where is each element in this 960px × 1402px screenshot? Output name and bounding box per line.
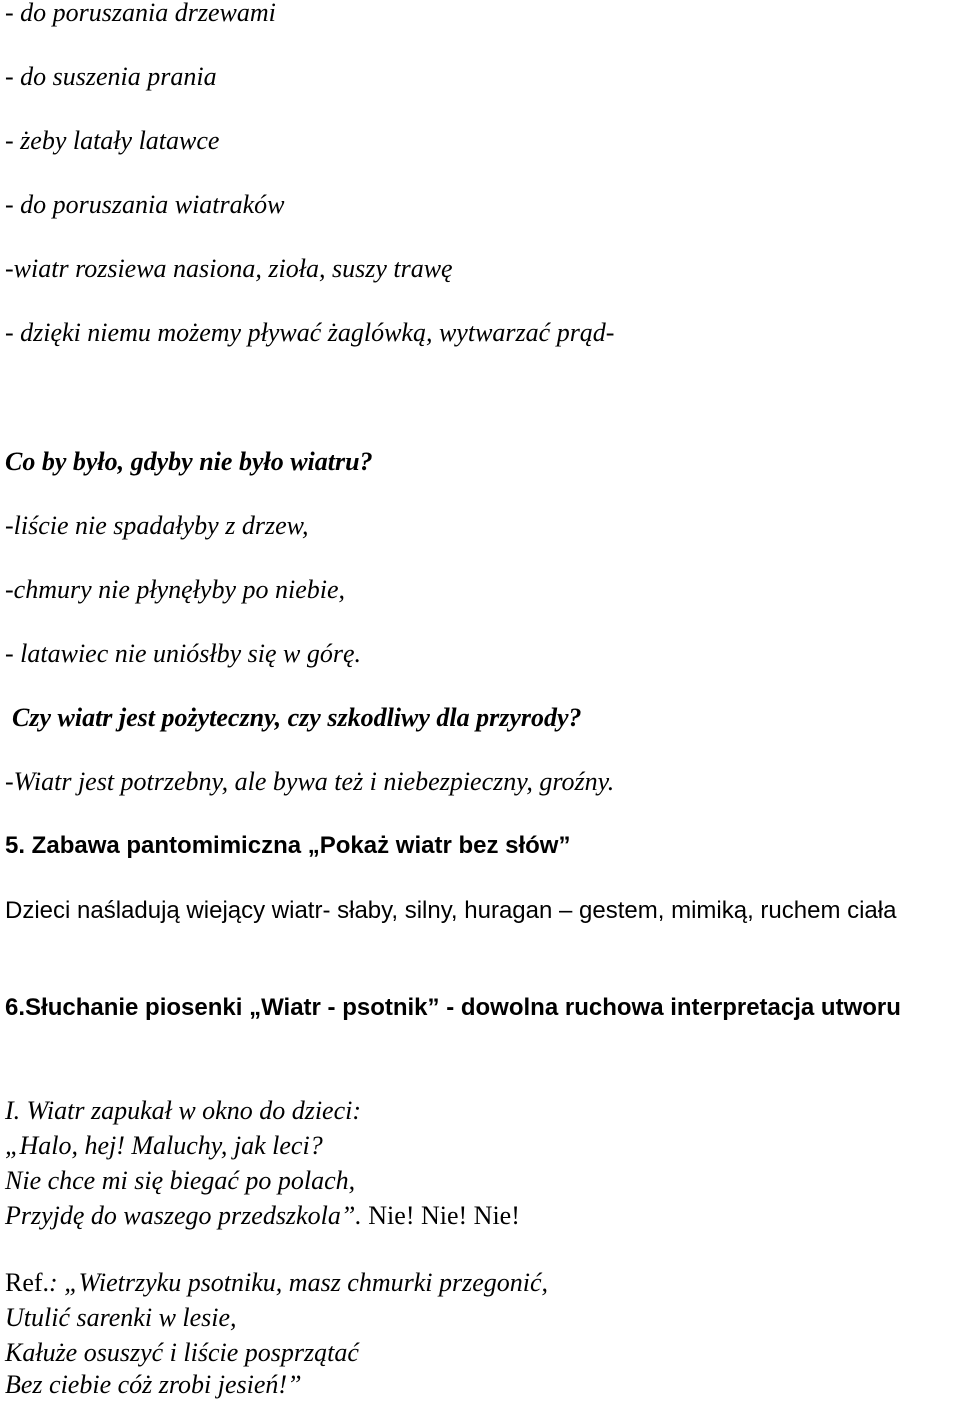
answer-clouds: -chmury nie płynęłyby po niebie, — [5, 575, 346, 604]
verse1-line3: Nie chce mi się biegać po polach, — [5, 1166, 356, 1195]
section5-heading: 5. Zabawa pantomimiczna „Pokaż wiatr bez słów” — [5, 832, 571, 859]
refrain-label: Ref. — [5, 1268, 50, 1297]
refrain-line3: Kałuże osuszyć i liście posprzątać — [5, 1338, 359, 1367]
section6-heading: 6.Słuchanie piosenki „Wiatr - psotnik” - dowolna ruchowa interpretacja utworu — [5, 994, 901, 1021]
list-item-seeds: -wiatr rozsiewa nasiona, zioła, suszy trawę — [5, 254, 453, 283]
refrain-line1-text: : „Wietrzyku psotniku, masz chmurki przegonić, — [49, 1268, 549, 1297]
list-item-kites: - żeby latały latawce — [5, 126, 220, 155]
answer-useful: -Wiatr jest potrzebny, ale bywa też i niebezpieczny, groźny. — [5, 767, 615, 796]
list-item-laundry: - do suszenia prania — [5, 62, 217, 91]
question-useful: Czy wiatr jest pożyteczny, czy szkodliwy dla przyrody? — [12, 703, 582, 732]
refrain-line4: Bez ciebie cóż zrobi jesień!” — [5, 1370, 302, 1399]
verse1-line4-upright: Nie! Nie! Nie! — [361, 1201, 520, 1230]
verse1-line4 — [5, 1198, 520, 1233]
refrain-line2: Utulić sarenki w lesie, — [5, 1303, 237, 1332]
list-item-sailing: - dzięki niemu możemy pływać żaglówką, wytwarzać prąd- — [5, 318, 615, 347]
refrain-line1 — [5, 1265, 548, 1300]
list-item-trees: - do poruszania drzewami — [5, 0, 276, 27]
verse1-line2: „Halo, hej! Maluchy, jak leci? — [5, 1131, 323, 1160]
section5-text: Dzieci naśladują wiejący wiatr- słaby, silny, huragan – gestem, mimiką, ruchem ciała — [5, 897, 897, 924]
answer-leaves: -liście nie spadałyby z drzew, — [5, 511, 309, 540]
list-item-windmills: - do poruszania wiatraków — [5, 190, 285, 219]
answer-kite: - latawiec nie uniósłby się w górę. — [5, 639, 362, 668]
question-no-wind: Co by było, gdyby nie było wiatru? — [5, 447, 373, 476]
verse1-line4-italic: Przyjdę do waszego przedszkola”. — [5, 1201, 362, 1230]
verse1-line1: I. Wiatr zapukał w okno do dzieci: — [5, 1096, 362, 1125]
